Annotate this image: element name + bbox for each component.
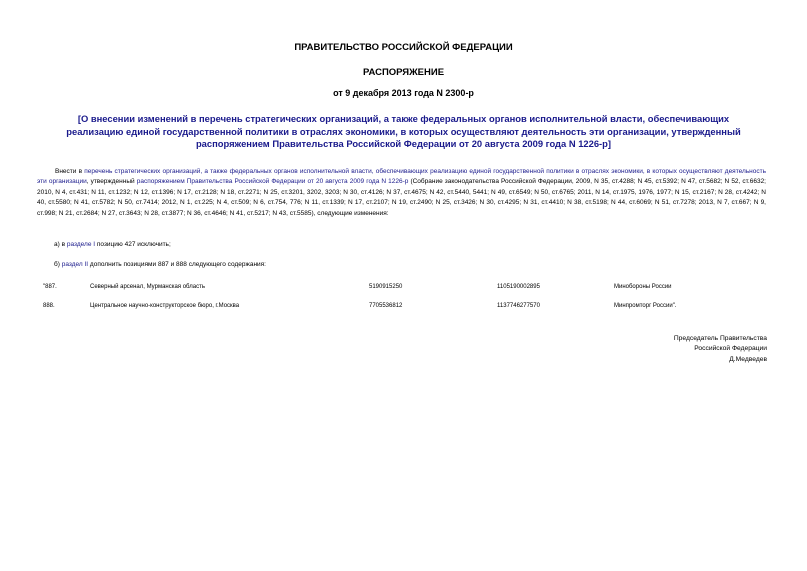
row-number: "887.: [43, 284, 57, 290]
signature-body: Российской Федерации: [694, 345, 767, 353]
item-a: [54, 241, 171, 248]
ogrn-value: 1137746277570: [497, 303, 540, 309]
government-heading: ПРАВИТЕЛЬСТВО РОССИЙСКОЙ ФЕДЕРАЦИИ: [294, 42, 513, 53]
title-text-2: , утвержденный: [666, 125, 741, 137]
item-b-link[interactable]: раздел II: [61, 261, 89, 268]
organization-name: Центральное научно-конструкторское бюро, г.Москва: [90, 303, 240, 309]
body-text-3: (Собрание законодательства Российской Федерации, 2009, N 35, ст.4288; N 45, ст.5392; N 47, ст.5682; N 52, ст.6632; 2010, N 4, ст.431; N 11, ст.1232; N 12, ст.1396; N 17, ст.2128; N 18, ст.2271; N 25, ст.3201, 3202, 3203; N 30, ст.4126; N 37, ст.4675; N 42, ст.5440, 5441; N 49, ст.6549; N 50, ст.6765; 2011, N 14, ст.1975, 1976, 1977; N 15, ст.2167; N 28, ст.4242; N 40, ст.5580; N 41, ст.5782; N 50, ст.7414; 2012, N 1, ст.225; N 4, ст.509; N 6, ст.754, 776; N 11, ст.1339; N 17, ст.2107; N 19, ст.2490; N 25, ст.3426; N 30, ст.4295; N 31, ст.4410; N 38, ст.5198; N 44, ст.6069; N 51, ст.7278; 2013, N 7, ст.667; N 9, ст.998; N 21, ст.2684; N 27, ст.3643; N 28, ст.3877; N 36, ст.4646; N 41, ст.5217; N 43, ст.5585), следующие изменения:: [37, 178, 766, 217]
main-paragraph: [37, 167, 766, 219]
signature-name: Д.Медведев: [729, 355, 767, 363]
item-a-link[interactable]: разделе I: [66, 241, 96, 248]
item-a-prefix: а) в: [54, 241, 67, 248]
body-link-decree[interactable]: распоряжением Правительства Российской Федерации от 20 августа 2009 года N 1226-р: [136, 178, 409, 186]
title-link-decree[interactable]: распоряжением Правительства Российской Федерации от 20 августа 2009 года N 1226-р: [195, 138, 608, 149]
body-text-2: , утвержденный: [86, 178, 137, 186]
title-link-list[interactable]: перечень стратегических организаций, а также федеральных органов исполнительной власти, обеспечивающих реализацию единой государственной политики в отраслях экономики, в которых осуществляют деятельность эти организации: [66, 113, 730, 137]
body-text-1: Внести в: [55, 168, 85, 175]
ministry-name: Минпромторг России".: [614, 303, 677, 309]
document-title: [48, 113, 759, 151]
inn-value: 5190915250: [369, 284, 403, 290]
document-type: РАСПОРЯЖЕНИЕ: [362, 67, 445, 78]
item-b-prefix: б): [54, 261, 62, 268]
item-b-text: дополнить позициями 887 и 888 следующего содержания:: [88, 261, 266, 268]
document-date-number: от 9 декабря 2013 года N 2300-р: [333, 88, 474, 98]
ogrn-value: 1105190002895: [497, 284, 540, 290]
body-link-list[interactable]: перечень стратегических организаций, а также федеральных органов исполнительной власти, обеспечивающих реализацию единой государственной политики в отраслях экономики, в которых осуществляют деятельность эти организации: [37, 168, 766, 186]
row-number: 888.: [43, 303, 55, 309]
item-a-text: позицию 427 исключить;: [95, 241, 171, 248]
inn-value: 7705536812: [369, 303, 403, 309]
ministry-name: Минобороны России: [614, 284, 672, 290]
signature-block: [674, 334, 767, 365]
title-text-3: ]: [607, 138, 612, 149]
item-b: [54, 261, 266, 268]
signature-position: Председатель Правительства: [673, 335, 767, 342]
title-text-1: [О внесении изменений в: [77, 113, 199, 124]
organization-name: Северный арсенал, Мурманская область: [90, 284, 205, 290]
